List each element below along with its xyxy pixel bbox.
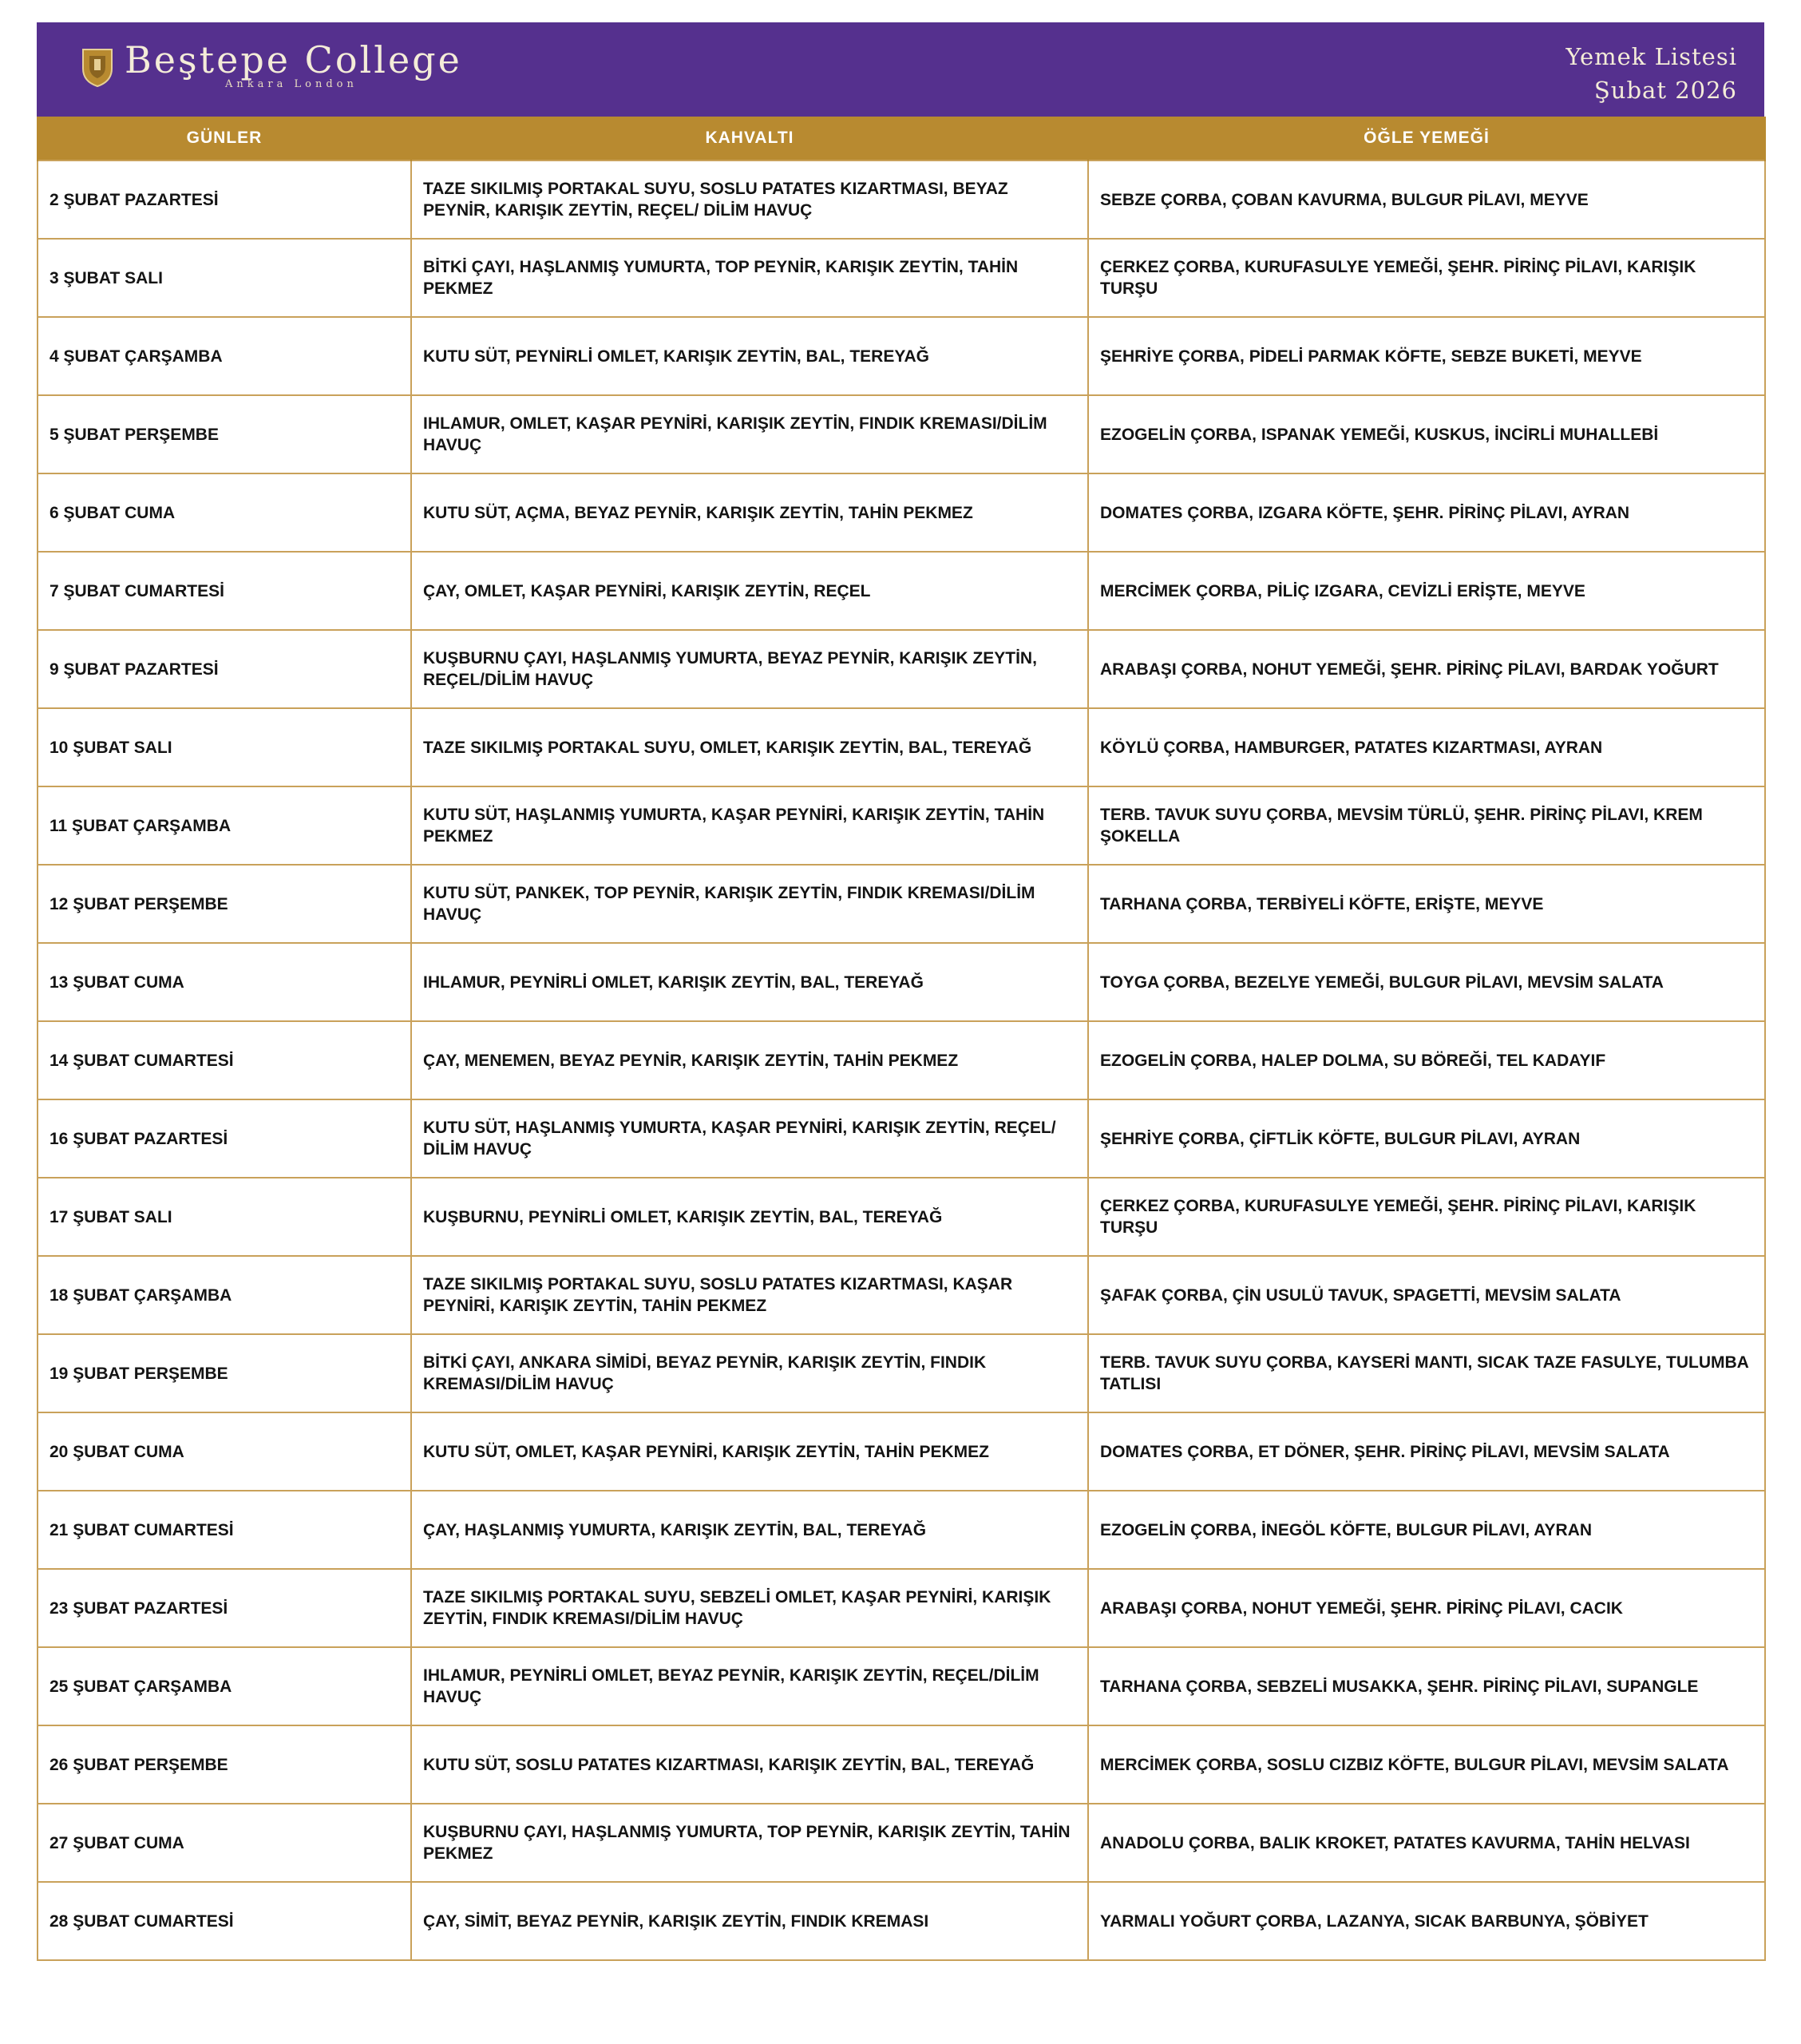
menu-table: [37, 117, 1766, 1961]
lunch-cell: EZOGELİN ÇORBA, İNEGÖL KÖFTE, BULGUR PİLAVI, AYRAN: [1088, 1491, 1765, 1569]
title-line-2: Şubat 2026: [1593, 77, 1737, 104]
lunch-cell: EZOGELİN ÇORBA, ISPANAK YEMEĞİ, KUSKUS, İNCİRLİ MUHALLEBİ: [1088, 395, 1765, 473]
lunch-cell: ARABAŞI ÇORBA, NOHUT YEMEĞİ, ŞEHR. PİRİNÇ PİLAVI, CACIK: [1088, 1569, 1765, 1647]
lunch-cell: EZOGELİN ÇORBA, HALEP DOLMA, SU BÖREĞİ, TEL KADAYIF: [1088, 1021, 1765, 1099]
brand-subtitle: Ankara London: [225, 78, 358, 90]
day-cell: 11 ŞUBAT ÇARŞAMBA: [38, 786, 411, 865]
lunch-cell: TARHANA ÇORBA, TERBİYELİ KÖFTE, ERİŞTE, MEYVE: [1088, 865, 1765, 943]
lunch-cell: ANADOLU ÇORBA, BALIK KROKET, PATATES KAVURMA, TAHİN HELVASI: [1088, 1804, 1765, 1882]
breakfast-cell: KUŞBURNU ÇAYI, HAŞLANMIŞ YUMURTA, BEYAZ PEYNİR, KARIŞIK ZEYTİN, REÇEL/DİLİM HAVUÇ: [411, 630, 1088, 708]
day-cell: 4 ŞUBAT ÇARŞAMBA: [38, 317, 411, 395]
day-cell: 25 ŞUBAT ÇARŞAMBA: [38, 1647, 411, 1725]
table-row: [38, 473, 1765, 552]
lunch-cell: TERB. TAVUK SUYU ÇORBA, KAYSERİ MANTI, SICAK TAZE FASULYE, TULUMBA TATLISI: [1088, 1334, 1765, 1412]
breakfast-cell: BİTKİ ÇAYI, HAŞLANMIŞ YUMURTA, TOP PEYNİR, KARIŞIK ZEYTİN, TAHİN PEKMEZ: [411, 239, 1088, 317]
table-row: [38, 317, 1765, 395]
document-title: [1565, 40, 1737, 107]
day-cell: 28 ŞUBAT CUMARTESİ: [38, 1882, 411, 1960]
table-row: [38, 786, 1765, 865]
breakfast-cell: KUTU SÜT, SOSLU PATATES KIZARTMASI, KARIŞIK ZEYTİN, BAL, TEREYAĞ: [411, 1725, 1088, 1804]
table-row: [38, 552, 1765, 630]
title-line-1: Yemek Listesi: [1565, 43, 1737, 70]
table-row: [38, 1256, 1765, 1334]
day-cell: 19 ŞUBAT PERŞEMBE: [38, 1334, 411, 1412]
lunch-cell: ŞEHRİYE ÇORBA, PİDELİ PARMAK KÖFTE, SEBZE BUKETİ, MEYVE: [1088, 317, 1765, 395]
breakfast-cell: BİTKİ ÇAYI, ANKARA SİMİDİ, BEYAZ PEYNİR, KARIŞIK ZEYTİN, FINDIK KREMASI/DİLİM HAVUÇ: [411, 1334, 1088, 1412]
table-row: [38, 1412, 1765, 1491]
breakfast-cell: ÇAY, SİMİT, BEYAZ PEYNİR, KARIŞIK ZEYTİN, FINDIK KREMASI: [411, 1882, 1088, 1960]
breakfast-cell: IHLAMUR, PEYNİRLİ OMLET, BEYAZ PEYNİR, KARIŞIK ZEYTİN, REÇEL/DİLİM HAVUÇ: [411, 1647, 1088, 1725]
lunch-cell: YARMALI YOĞURT ÇORBA, LAZANYA, SICAK BARBUNYA, ŞÖBİYET: [1088, 1882, 1765, 1960]
day-cell: 6 ŞUBAT CUMA: [38, 473, 411, 552]
table-row: [38, 1725, 1765, 1804]
day-cell: 26 ŞUBAT PERŞEMBE: [38, 1725, 411, 1804]
lunch-cell: TERB. TAVUK SUYU ÇORBA, MEVSİM TÜRLÜ, ŞEHR. PİRİNÇ PİLAVI, KREM ŞOKELLA: [1088, 786, 1765, 865]
lunch-cell: ÇERKEZ ÇORBA, KURUFASULYE YEMEĞİ, ŞEHR. PİRİNÇ PİLAVI, KARIŞIK TURŞU: [1088, 1178, 1765, 1256]
breakfast-cell: KUTU SÜT, HAŞLANMIŞ YUMURTA, KAŞAR PEYNİRİ, KARIŞIK ZEYTİN, REÇEL/ DİLİM HAVUÇ: [411, 1099, 1088, 1178]
day-cell: 12 ŞUBAT PERŞEMBE: [38, 865, 411, 943]
breakfast-cell: KUTU SÜT, PEYNİRLİ OMLET, KARIŞIK ZEYTİN, BAL, TEREYAĞ: [411, 317, 1088, 395]
table-row: [38, 239, 1765, 317]
menu-sheet: [37, 22, 1764, 1961]
table-row: [38, 395, 1765, 473]
breakfast-cell: KUTU SÜT, HAŞLANMIŞ YUMURTA, KAŞAR PEYNİRİ, KARIŞIK ZEYTİN, TAHİN PEKMEZ: [411, 786, 1088, 865]
table-row: [38, 1099, 1765, 1178]
lunch-cell: DOMATES ÇORBA, ET DÖNER, ŞEHR. PİRİNÇ PİLAVI, MEVSİM SALATA: [1088, 1412, 1765, 1491]
lunch-cell: TOYGA ÇORBA, BEZELYE YEMEĞİ, BULGUR PİLAVI, MEVSİM SALATA: [1088, 943, 1765, 1021]
day-cell: 2 ŞUBAT PAZARTESİ: [38, 160, 411, 239]
table-row: [38, 1491, 1765, 1569]
breakfast-cell: ÇAY, MENEMEN, BEYAZ PEYNİR, KARIŞIK ZEYTİN, TAHİN PEKMEZ: [411, 1021, 1088, 1099]
breakfast-cell: TAZE SIKILMIŞ PORTAKAL SUYU, SOSLU PATATES KIZARTMASI, BEYAZ PEYNİR, KARIŞIK ZEYTİN, REÇEL/ DİLİM HAVUÇ: [411, 160, 1088, 239]
header-banner: [37, 22, 1764, 117]
lunch-cell: DOMATES ÇORBA, IZGARA KÖFTE, ŞEHR. PİRİNÇ PİLAVI, AYRAN: [1088, 473, 1765, 552]
school-crest-icon: [80, 45, 115, 88]
lunch-cell: MERCİMEK ÇORBA, PİLİÇ IZGARA, CEVİZLİ ERİŞTE, MEYVE: [1088, 552, 1765, 630]
table-row: [38, 865, 1765, 943]
breakfast-cell: ÇAY, OMLET, KAŞAR PEYNİRİ, KARIŞIK ZEYTİN, REÇEL: [411, 552, 1088, 630]
breakfast-cell: IHLAMUR, PEYNİRLİ OMLET, KARIŞIK ZEYTİN, BAL, TEREYAĞ: [411, 943, 1088, 1021]
table-row: [38, 708, 1765, 786]
day-cell: 7 ŞUBAT CUMARTESİ: [38, 552, 411, 630]
lunch-cell: ARABAŞI ÇORBA, NOHUT YEMEĞİ, ŞEHR. PİRİNÇ PİLAVI, BARDAK YOĞURT: [1088, 630, 1765, 708]
day-cell: 16 ŞUBAT PAZARTESİ: [38, 1099, 411, 1178]
column-header-lunch: ÖĞLE YEMEĞİ: [1088, 117, 1765, 160]
table-row: [38, 630, 1765, 708]
day-cell: 17 ŞUBAT SALI: [38, 1178, 411, 1256]
lunch-cell: SEBZE ÇORBA, ÇOBAN KAVURMA, BULGUR PİLAVI, MEYVE: [1088, 160, 1765, 239]
day-cell: 23 ŞUBAT PAZARTESİ: [38, 1569, 411, 1647]
day-cell: 10 ŞUBAT SALI: [38, 708, 411, 786]
day-cell: 9 ŞUBAT PAZARTESİ: [38, 630, 411, 708]
lunch-cell: KÖYLÜ ÇORBA, HAMBURGER, PATATES KIZARTMASI, AYRAN: [1088, 708, 1765, 786]
breakfast-cell: TAZE SIKILMIŞ PORTAKAL SUYU, OMLET, KARIŞIK ZEYTİN, BAL, TEREYAĞ: [411, 708, 1088, 786]
lunch-cell: TARHANA ÇORBA, SEBZELİ MUSAKKA, ŞEHR. PİRİNÇ PİLAVI, SUPANGLE: [1088, 1647, 1765, 1725]
table-row: [38, 1569, 1765, 1647]
table-row: [38, 1334, 1765, 1412]
breakfast-cell: TAZE SIKILMIŞ PORTAKAL SUYU, SOSLU PATATES KIZARTMASI, KAŞAR PEYNİRİ, KARIŞIK ZEYTİN, TAHİN PEKMEZ: [411, 1256, 1088, 1334]
lunch-cell: ÇERKEZ ÇORBA, KURUFASULYE YEMEĞİ, ŞEHR. PİRİNÇ PİLAVI, KARIŞIK TURŞU: [1088, 239, 1765, 317]
breakfast-cell: TAZE SIKILMIŞ PORTAKAL SUYU, SEBZELİ OMLET, KAŞAR PEYNİRİ, KARIŞIK ZEYTİN, FINDIK KREMASI/DİLİM HAVUÇ: [411, 1569, 1088, 1647]
breakfast-cell: KUŞBURNU, PEYNİRLİ OMLET, KARIŞIK ZEYTİN, BAL, TEREYAĞ: [411, 1178, 1088, 1256]
day-cell: 20 ŞUBAT CUMA: [38, 1412, 411, 1491]
lunch-cell: ŞAFAK ÇORBA, ÇİN USULÜ TAVUK, SPAGETTİ, MEVSİM SALATA: [1088, 1256, 1765, 1334]
table-row: [38, 1021, 1765, 1099]
column-header-days: GÜNLER: [38, 117, 411, 160]
lunch-cell: ŞEHRİYE ÇORBA, ÇİFTLİK KÖFTE, BULGUR PİLAVI, AYRAN: [1088, 1099, 1765, 1178]
brand-name: Beştepe College: [125, 38, 462, 81]
breakfast-cell: KUTU SÜT, OMLET, KAŞAR PEYNİRİ, KARIŞIK ZEYTİN, TAHİN PEKMEZ: [411, 1412, 1088, 1491]
column-header-breakfast: KAHVALTI: [411, 117, 1088, 160]
day-cell: 14 ŞUBAT CUMARTESİ: [38, 1021, 411, 1099]
table-body: [38, 160, 1765, 1960]
breakfast-cell: KUTU SÜT, PANKEK, TOP PEYNİR, KARIŞIK ZEYTİN, FINDIK KREMASI/DİLİM HAVUÇ: [411, 865, 1088, 943]
breakfast-cell: IHLAMUR, OMLET, KAŞAR PEYNİRİ, KARIŞIK ZEYTİN, FINDIK KREMASI/DİLİM HAVUÇ: [411, 395, 1088, 473]
table-row: [38, 1178, 1765, 1256]
lunch-cell: MERCİMEK ÇORBA, SOSLU CIZBIZ KÖFTE, BULGUR PİLAVI, MEVSİM SALATA: [1088, 1725, 1765, 1804]
table-row: [38, 1647, 1765, 1725]
breakfast-cell: ÇAY, HAŞLANMIŞ YUMURTA, KARIŞIK ZEYTİN, BAL, TEREYAĞ: [411, 1491, 1088, 1569]
day-cell: 18 ŞUBAT ÇARŞAMBA: [38, 1256, 411, 1334]
day-cell: 13 ŞUBAT CUMA: [38, 943, 411, 1021]
table-row: [38, 1804, 1765, 1882]
table-row: [38, 160, 1765, 239]
day-cell: 27 ŞUBAT CUMA: [38, 1804, 411, 1882]
table-header-row: [38, 117, 1765, 160]
breakfast-cell: KUTU SÜT, AÇMA, BEYAZ PEYNİR, KARIŞIK ZEYTİN, TAHİN PEKMEZ: [411, 473, 1088, 552]
day-cell: 5 ŞUBAT PERŞEMBE: [38, 395, 411, 473]
day-cell: 3 ŞUBAT SALI: [38, 239, 411, 317]
breakfast-cell: KUŞBURNU ÇAYI, HAŞLANMIŞ YUMURTA, TOP PEYNİR, KARIŞIK ZEYTİN, TAHİN PEKMEZ: [411, 1804, 1088, 1882]
day-cell: 21 ŞUBAT CUMARTESİ: [38, 1491, 411, 1569]
table-row: [38, 943, 1765, 1021]
table-row: [38, 1882, 1765, 1960]
